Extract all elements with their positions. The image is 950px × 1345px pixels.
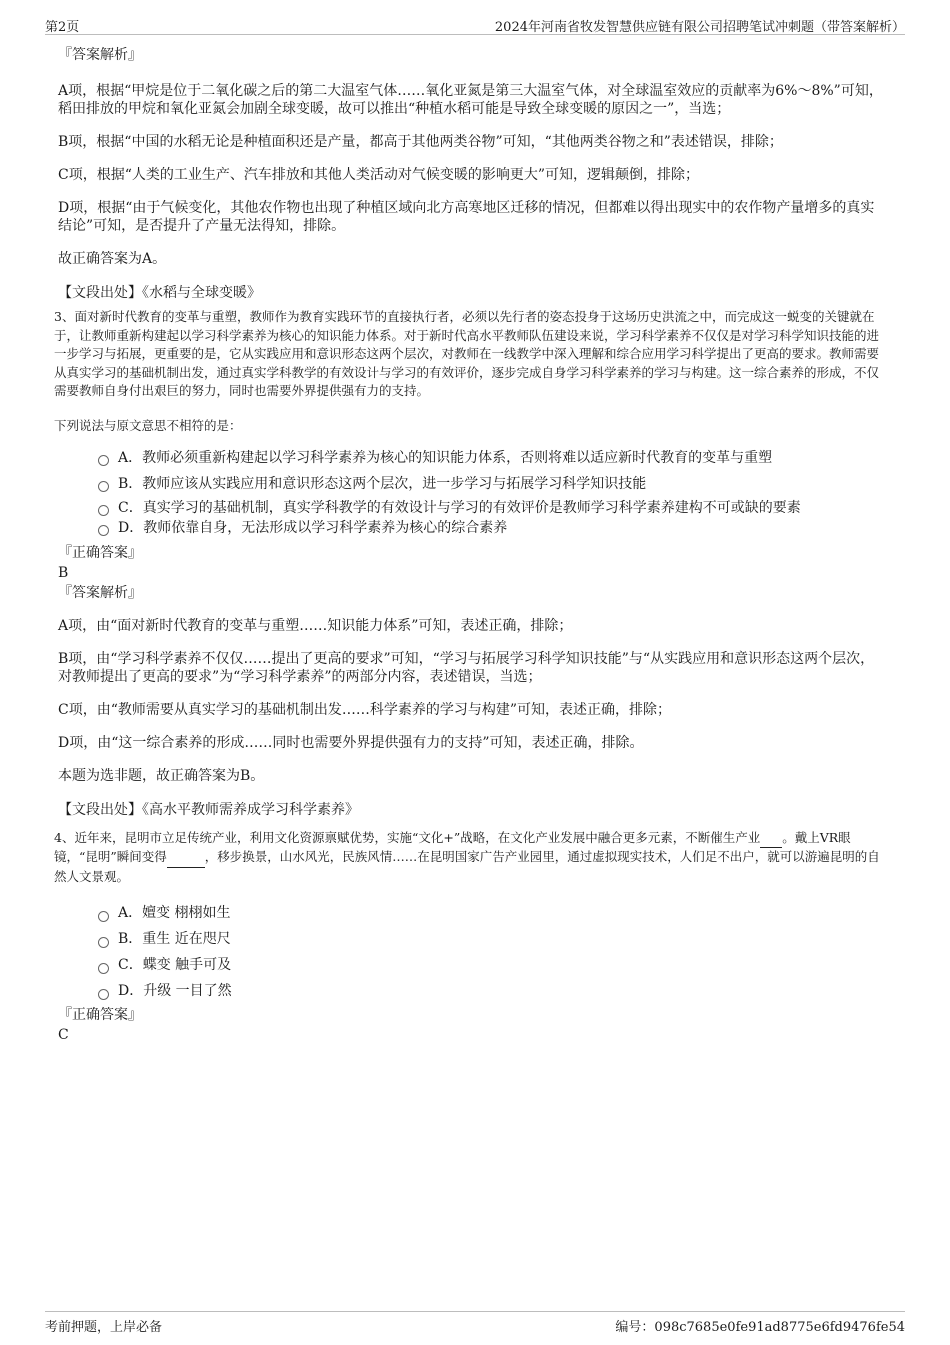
- page-number: 第2页: [45, 20, 80, 35]
- q4-option-c[interactable]: [98, 952, 888, 978]
- q4-stem: [54, 829, 888, 887]
- q3-analysis-label: 『答案解析』: [58, 584, 142, 601]
- q2-analysis-label: 『答案解析』: [58, 47, 142, 63]
- page-footer: [45, 1311, 905, 1336]
- q4-stem-part2: 。戴上VR眼镜，“昆明”瞬间变得: [54, 829, 851, 864]
- q3-option-c[interactable]: [98, 497, 888, 519]
- q2-analysis-b: B项，根据“中国的水稻无论是种植面积还是产量，都高于其他两类谷物”可知，“其他两类谷物之和”表述错误，排除；: [58, 134, 783, 150]
- q3-stem: 3、面对新时代教育的变革与重塑，教师作为教育实践环节的直接执行者，必须以先行者的姿态投身于这场历史洪流之中，而完成这一蜕变的关键就在于，让教师重新构建起以学习科学素养为核心的知识能力体系。对于新时代高水平教师队伍建设来说，学习科学素养不仅仅是对学习科学知识技能的进一步学习与拓展，更重要的是，它从实践应用和意识形态这两个层次，对教师在一线教学中深入理解和综合应用学习科学提出了更高的要求。教师需要从真实学习的基础机制出发，通过真实学科教学的有效设计与学习的有效评价，逐步完成自身学习科学素养的学习与构建。这一综合素养的形成，不仅需要教师自身付出艰巨的努力，同时也需要外界提供强有力的支持。: [54, 309, 880, 398]
- document-title: 2024年河南省牧发智慧供应链有限公司招聘笔试冲刺题（带答案解析）: [494, 20, 905, 35]
- q4-answer-label: 『正确答案』: [58, 1007, 142, 1023]
- option-label: C．真实学习的基础机制，真实学科教学的有效设计与学习的有效评价是教师学习科学素养建构不可或缺的要素: [118, 499, 801, 516]
- radio-icon[interactable]: [98, 989, 109, 1000]
- option-label: C．蝶变 触手可及: [118, 957, 232, 973]
- q3-analysis-a: A项，由“面对新时代教育的变革与重塑……知识能力体系”可知，表述正确，排除；: [58, 617, 573, 634]
- q3-answer: B: [58, 564, 69, 581]
- option-label: A．嬗变 栩栩如生: [118, 905, 231, 921]
- footer-slogan: 考前押题，上岸必备: [45, 1320, 163, 1335]
- radio-icon[interactable]: [98, 481, 109, 492]
- q2-analysis-c: C项，根据“人类的工业生产、汽车排放和其他人类活动对气候变暖的影响更大”可知，逻辑颠倒，排除；: [58, 167, 700, 183]
- page-content: [54, 44, 888, 1044]
- radio-icon[interactable]: [98, 525, 109, 536]
- q4-blank-2: [167, 848, 205, 868]
- page-header: [45, 14, 905, 35]
- q4-option-a[interactable]: [98, 900, 888, 926]
- q2-analysis-a: A项，根据“甲烷是位于二氧化碳之后的第二大温室气体……氧化亚氮是第三大温室气体，对全球温室效应的贡献率为6%～8%”可知，稻田排放的甲烷和氧化亚氮会加剧全球变暖，故可以推出“种植水稻可能是导致全球变暖的原因之一”，当选；: [58, 83, 883, 117]
- q3-option-d[interactable]: [98, 519, 888, 537]
- q2-source: 【文段出处】《水稻与全球变暖》: [58, 285, 261, 301]
- q4-option-b[interactable]: [98, 926, 888, 952]
- q4-blank-1: [760, 829, 782, 849]
- q3-analysis-c: C项，由“教师需要从真实学习的基础机制出发……科学素养的学习与构建”可知，表述正确，排除；: [58, 701, 672, 718]
- q4-stem-part3: ，移步换景，山水风光，民族风情……在昆明国家广告产业园里，通过虚拟现实技术，人们足不出户，就可以游遍昆明的自然人文景观。: [54, 849, 880, 884]
- q3-answer-label: 『正确答案』: [58, 544, 142, 561]
- radio-icon[interactable]: [98, 455, 109, 466]
- q3-options: [98, 445, 888, 537]
- option-label: D．教师依靠自身，无法形成以学习科学素养为核心的综合素养: [118, 519, 508, 536]
- q3-prompt: 下列说法与原文意思不相符的是：: [54, 417, 242, 433]
- option-label: B．重生 近在咫尺: [118, 931, 231, 947]
- option-label: B．教师应该从实践应用和意识形态这两个层次，进一步学习与拓展学习科学知识技能: [118, 475, 647, 492]
- q4-answer: C: [58, 1027, 69, 1043]
- radio-icon[interactable]: [98, 505, 109, 516]
- radio-icon[interactable]: [98, 963, 109, 974]
- q3-analysis-d: D项，由“这一综合素养的形成……同时也需要外界提供强有力的支持”可知，表述正确，排除。: [58, 734, 644, 751]
- q2-conclusion: 故正确答案为A。: [58, 251, 167, 267]
- option-label: D．升级 一目了然: [118, 983, 232, 999]
- q3-analysis-b: B项，由“学习科学素养不仅仅……提出了更高的要求”可知，“学习与拓展学习科学知识技能”与“从实践应用和意识形态这两个层次，对教师提出了更高的要求”为“学习科学素养”的两部分内容，表述错误，当选；: [58, 650, 875, 685]
- q2-analysis-d: D项，根据“由于气候变化，其他农作物也出现了种植区域向北方高寒地区迁移的情况，但都难以得出现实中的农作物产量增多的真实结论”可知，是否提升了产量无法得知，排除。: [58, 200, 875, 234]
- radio-icon[interactable]: [98, 911, 109, 922]
- q3-option-a[interactable]: [98, 445, 888, 471]
- option-label: A．教师必须重新构建起以学习科学素养为核心的知识能力体系，否则将难以适应新时代教育的变革与重塑: [118, 449, 773, 466]
- q3-conclusion: 本题为选非题，故正确答案为B。: [58, 767, 265, 784]
- document-code: 编号：098c7685e0fe91ad8775e6fd9476fe54: [615, 1320, 905, 1335]
- q3-source: 【文段出处】《高水平教师需养成学习科学素养》: [58, 801, 359, 818]
- q4-stem-part1: 4、近年来，昆明市立足传统产业，利用文化资源禀赋优势，实施“文化+”战略，在文化产业发展中融合更多元素，不断催生产业: [54, 829, 761, 845]
- q4-option-d[interactable]: [98, 978, 888, 1004]
- q4-options: [98, 900, 888, 1004]
- radio-icon[interactable]: [98, 937, 109, 948]
- q3-option-b[interactable]: [98, 471, 888, 497]
